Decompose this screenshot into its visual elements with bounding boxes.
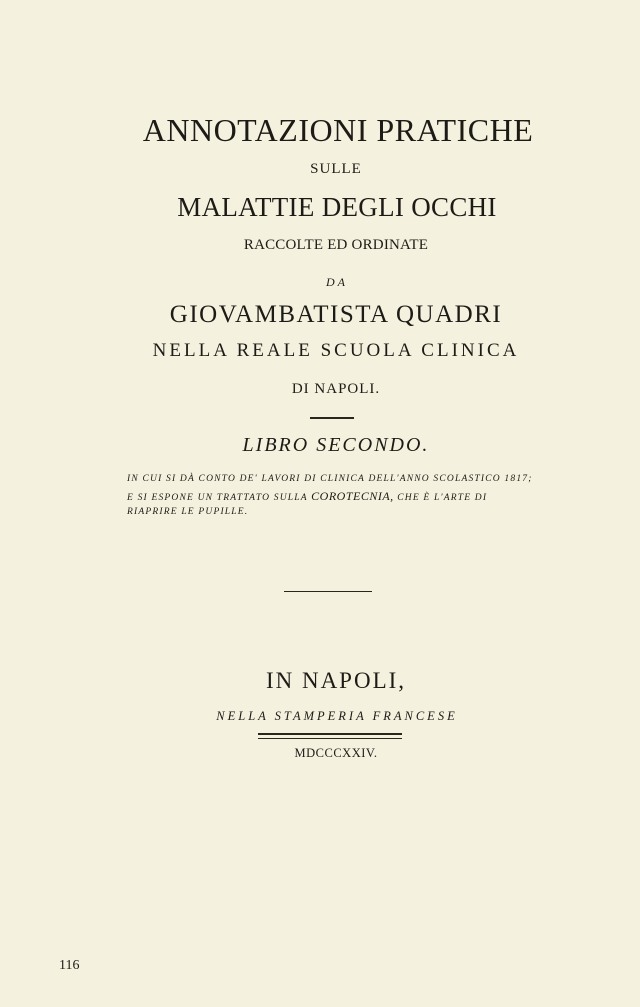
author-connector-da: DA — [326, 275, 348, 289]
author-school: NELLA REALE SCUOLA CLINICA — [152, 340, 520, 361]
description-line-2 — [127, 489, 547, 505]
divider-short — [310, 417, 354, 419]
description-line-2-start: E SI ESPONE UN TRATTATO SULLA — [127, 493, 308, 503]
divider-double-thick — [258, 733, 402, 735]
imprint-year: MDCCCXXIV. — [294, 746, 378, 760]
imprint-press: NELLA STAMPERIA FRANCESE — [216, 709, 458, 723]
compiled-note: RACCOLTE ED ORDINATE — [243, 237, 429, 253]
title-connector-sulle: SULLE — [310, 161, 362, 177]
description-line-3: RIAPRIRE LE PUPILLE. — [127, 507, 249, 517]
description-line-1: IN CUI SI DÀ CONTO DE' LAVORI DI CLINICA DELL'ANNO SCOLASTICO 1817; — [127, 474, 533, 484]
book-volume: LIBRO SECONDO. — [242, 434, 430, 456]
divider-middle — [284, 591, 372, 592]
description-line-2-end: CHE È L'ARTE DI — [397, 493, 488, 503]
author-city: DI NAPOLI. — [291, 381, 381, 397]
description-term-corotecnia: COROTECNIA, — [311, 489, 394, 503]
page-number: 116 — [59, 958, 80, 973]
imprint-place: IN NAPOLI, — [265, 668, 407, 693]
author-name: GIOVAMBATISTA QUADRI — [169, 301, 503, 328]
book-subject: MALATTIE DEGLI OCCHI — [177, 192, 497, 222]
divider-double-thin — [258, 738, 402, 739]
book-title: ANNOTAZIONI PRATICHE — [142, 112, 534, 148]
